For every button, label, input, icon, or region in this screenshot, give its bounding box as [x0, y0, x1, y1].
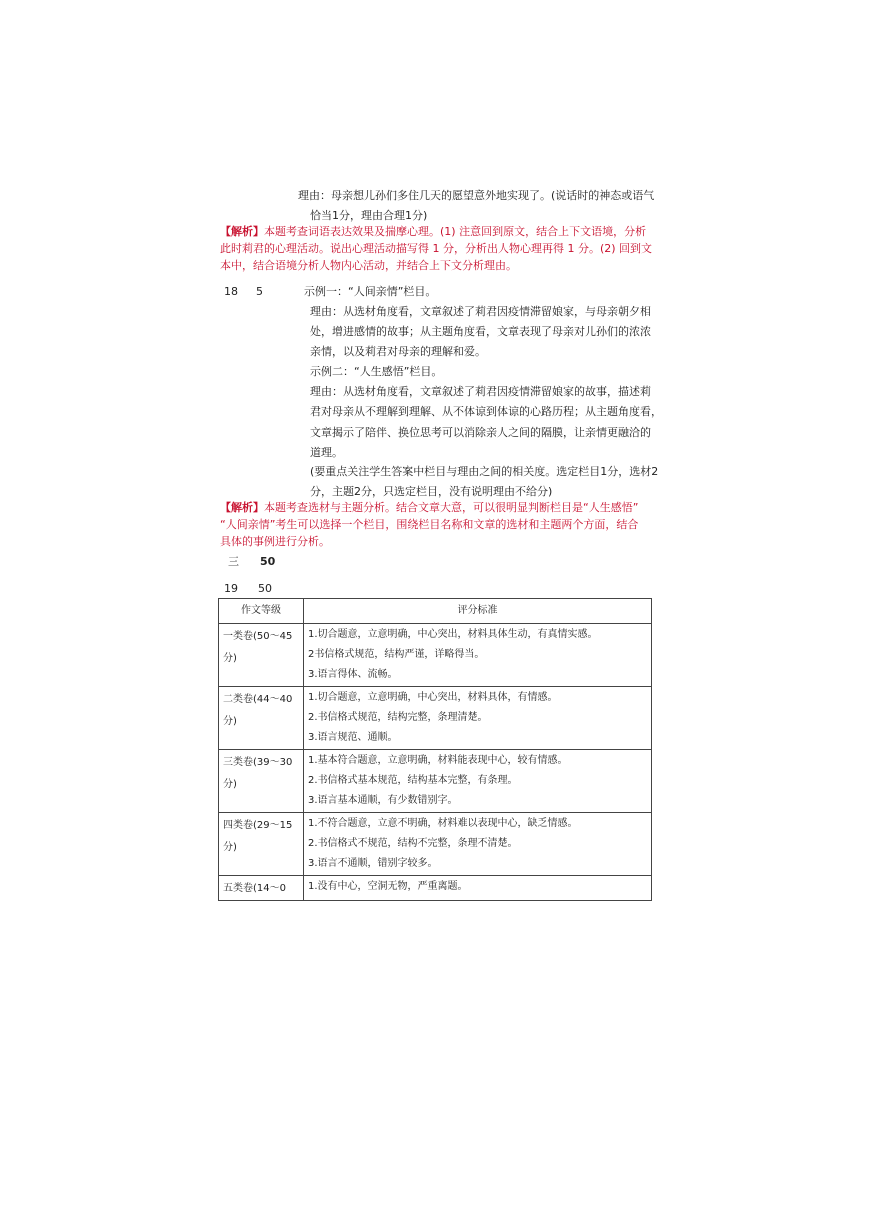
grade-level-line: 五类卷(14～0	[223, 883, 286, 894]
criteria-item: 3.语言规范、通顺。	[308, 732, 398, 743]
analysis-tag: 【解析】	[220, 501, 264, 514]
grade-criteria	[304, 687, 652, 750]
grade-level-line: 分)	[223, 842, 237, 853]
grade-level	[219, 624, 304, 687]
criteria-item: 1.没有中心，空洞无物，严重离题。	[308, 881, 468, 892]
grade-level-line: 一类卷(50～45	[223, 631, 293, 642]
grade-level-line: 分)	[223, 653, 237, 664]
q18-line: 理由：从选材角度看，文章叙述了莉君因疫情滞留娘家的故事，描述莉	[310, 385, 651, 398]
criteria-item: 1.切合题意，立意明确，中心突出，材料具体，有情感。	[308, 692, 558, 703]
criteria-item: 1.不符合题意，立意不明确，材料难以表现中心，缺乏情感。	[308, 818, 578, 829]
q18-score: 5	[256, 285, 263, 298]
q18-line: 文章揭示了陪伴、换位思考可以消除亲人之间的隔膜，让亲情更融洽的	[310, 426, 651, 439]
grade-level	[219, 813, 304, 876]
analysis-1-line-1	[220, 223, 646, 240]
analysis-tag: 【解析】	[220, 225, 264, 238]
q18-line: 道理。	[310, 446, 343, 459]
q18-line: 示例一：“人间亲情”栏目。	[304, 285, 437, 298]
q18-number: 18	[224, 285, 238, 298]
section-3-score: 50	[260, 555, 276, 568]
table-row	[219, 624, 652, 687]
criteria-item: 2.书信格式基本规范，结构基本完整，有条理。	[308, 775, 518, 786]
header-criteria: 评分标准	[304, 599, 652, 624]
q19-score: 50	[258, 582, 272, 595]
criteria-item: 2.书信格式规范，结构完整，条理清楚。	[308, 712, 488, 723]
q18-line: 处，增进感情的故事；从主题角度看，文章表现了母亲对儿孙们的浓浓	[310, 325, 651, 338]
analysis-2-line-2: “人间亲情”考生可以选择一个栏目，围绕栏目名称和文章的选材和主题两个方面，结合	[220, 518, 639, 531]
criteria-item: 2书信格式规范，结构严谨，详略得当。	[308, 649, 485, 660]
criteria-item: 3.语言得体、流畅。	[308, 669, 398, 680]
grade-criteria	[304, 750, 652, 813]
table-header-row	[219, 599, 652, 624]
q18-line: 理由：从选材角度看，文章叙述了莉君因疫情滞留娘家，与母亲朝夕相	[310, 305, 651, 318]
grade-criteria	[304, 624, 652, 687]
analysis-text: 本题考查选材与主题分析。结合文章大意，可以很明显判断栏目是“人生感悟”	[264, 501, 639, 514]
q17-reason-line-2: 恰当1分，理由合理1分)	[310, 209, 428, 222]
analysis-2-line-3: 具体的事例进行分析。	[220, 535, 330, 548]
q18-line: 分，主题2分，只选定栏目，没有说明理由不给分)	[310, 485, 553, 498]
grade-level	[219, 876, 304, 901]
criteria-item: 1.切合题意，立意明确，中心突出，材料具体生动，有真情实感。	[308, 629, 598, 640]
header-level: 作文等级	[219, 599, 304, 624]
grade-level-line: 三类卷(39～30	[223, 757, 293, 768]
q18-line: (要重点关注学生答案中栏目与理由之间的相关度。选定栏目1分，选材2	[310, 465, 659, 478]
grade-level-line: 分)	[223, 779, 237, 790]
grade-level-line: 四类卷(29～15	[223, 820, 293, 831]
q17-reason-line-1: 理由：母亲想儿孙们多住几天的愿望意外地实现了。(说话时的神态或语气	[298, 189, 655, 202]
grade-level-line: 分)	[223, 716, 237, 727]
section-3-label: 三	[228, 555, 239, 568]
criteria-item: 1.基本符合题意，立意明确，材料能表现中心，较有情感。	[308, 755, 568, 766]
table-row	[219, 750, 652, 813]
grading-table	[218, 598, 652, 901]
grade-criteria	[304, 876, 652, 901]
analysis-2-line-1	[220, 499, 638, 516]
q18-line: 亲情，以及莉君对母亲的理解和爱。	[310, 345, 486, 358]
analysis-1-line-3: 本中，结合语境分析人物内心活动，并结合上下文分析理由。	[220, 259, 517, 272]
analysis-1-line-2: 此时莉君的心理活动。说出心理活动描写得 1 分，分析出人物心理再得 1 分。(2) 回到文	[220, 242, 653, 255]
table-row	[219, 813, 652, 876]
criteria-item: 3.语言基本通顺，有少数错别字。	[308, 795, 458, 806]
grade-level-line: 二类卷(44～40	[223, 694, 293, 705]
table-row	[219, 687, 652, 750]
analysis-text: 本题考查词语表达效果及揣摩心理。(1) 注意回到原文，结合上下文语境，分析	[264, 225, 647, 238]
criteria-item: 3.语言不通顺，错别字较多。	[308, 858, 438, 869]
criteria-item: 2.书信格式不规范，结构不完整，条理不清楚。	[308, 838, 518, 849]
grade-level	[219, 687, 304, 750]
q19-number: 19	[224, 582, 238, 595]
grade-level	[219, 750, 304, 813]
q18-line: 示例二：“人生感悟”栏目。	[310, 365, 443, 378]
grade-criteria	[304, 813, 652, 876]
q18-line: 君对母亲从不理解到理解、从不体谅到体谅的心路历程；从主题角度看，	[310, 405, 662, 418]
table-row	[219, 876, 652, 901]
